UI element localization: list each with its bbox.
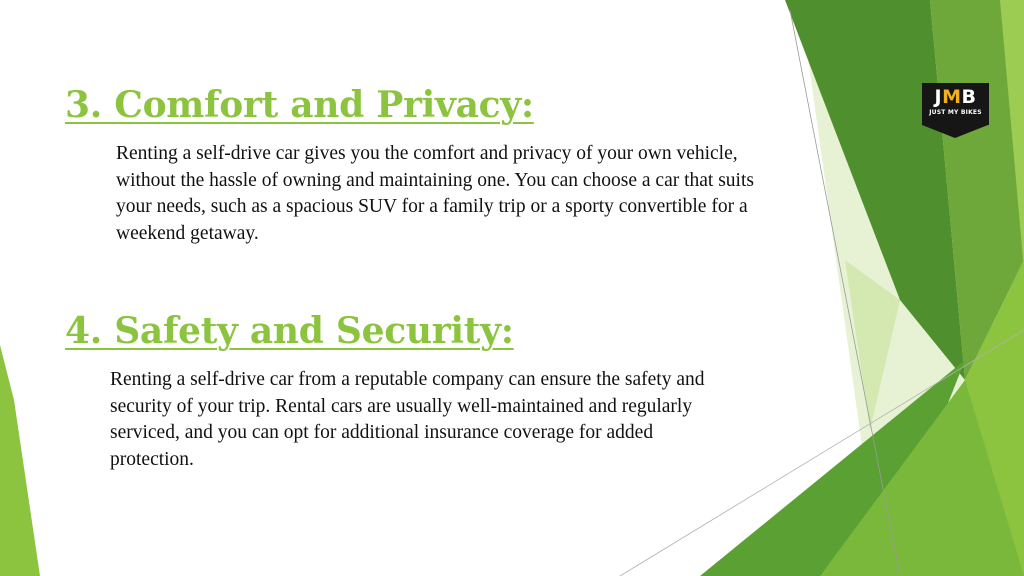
- paragraph-safety-and-security: Renting a self-drive car from a reputable company can ensure the safety and security of your trip. Rental cars are usually well-maintained and regularly serviced, and you can opt for additional insurance coverage for added protection.: [110, 369, 705, 470]
- decor-left-edge-bar: [0, 345, 40, 576]
- logo-letter-j: J: [934, 86, 943, 108]
- logo-letter-b: B: [961, 86, 977, 108]
- heading-comfort-and-privacy: 3. Comfort and Privacy:: [65, 84, 534, 126]
- logo-letters: [922, 83, 989, 108]
- logo-tagline: JUST MY BIKES: [929, 109, 982, 116]
- heading-safety-and-security: 4. Safety and Security:: [65, 310, 514, 352]
- logo-badge-point: [922, 125, 988, 138]
- jmb-logo: [922, 83, 989, 138]
- logo-letter-m: M: [942, 86, 962, 108]
- paragraph-comfort-and-privacy: Renting a self-drive car gives you the comfort and privacy of your own vehicle, without the hassle of owning and maintaining one. You can choose a car that suits your needs, such as a spacious SUV for a family trip or a sporty convertible for a weekend getaway.: [116, 143, 754, 244]
- logo-badge: [922, 83, 989, 125]
